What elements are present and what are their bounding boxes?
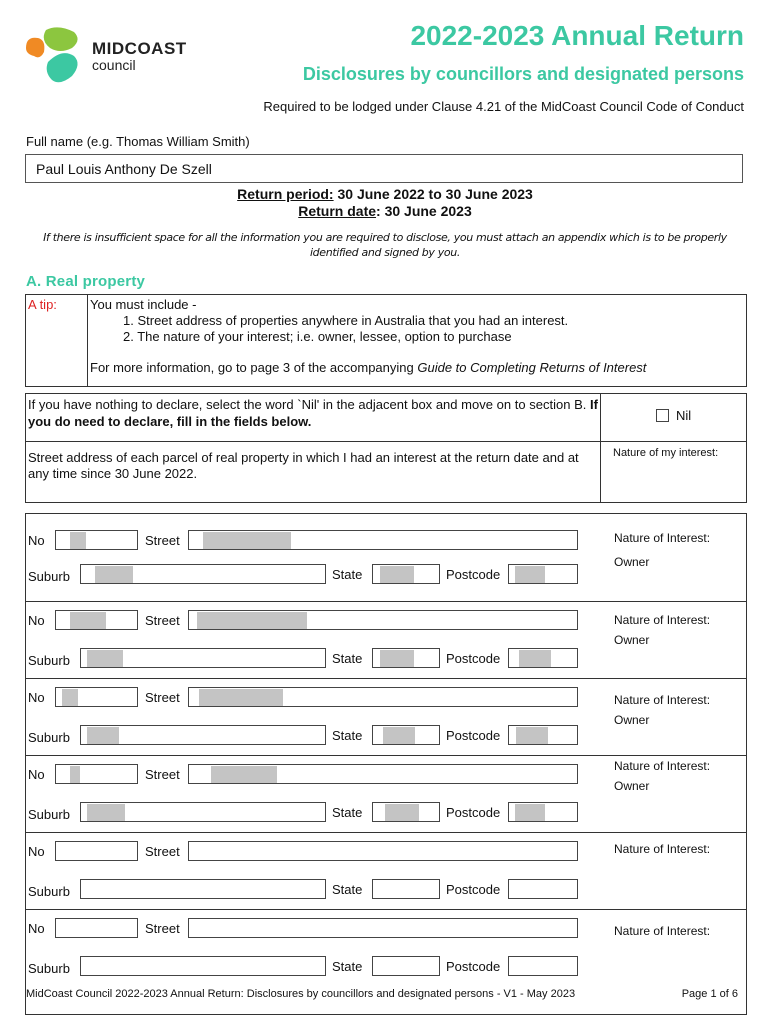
redaction	[380, 566, 414, 583]
state-label: State	[332, 805, 363, 820]
postcode-field[interactable]	[508, 648, 578, 668]
postcode-field[interactable]	[508, 802, 578, 822]
redaction	[515, 804, 545, 821]
redaction	[380, 650, 414, 667]
tip-text	[90, 297, 646, 376]
postcode-label: Postcode	[446, 805, 501, 820]
postcode-label: Postcode	[446, 567, 501, 582]
nature-of-interest	[614, 690, 710, 730]
tip-intro: You must include -	[90, 297, 197, 312]
nature-of-interest-heading: Nature of my interest:	[613, 447, 719, 459]
nature-label: Nature of Interest:	[614, 842, 711, 856]
required-note: Required to be lodged under Clause 4.21 of the MidCoast Council Code of Conduct	[263, 99, 744, 114]
nature-value: Owner	[614, 555, 650, 569]
nature-label: Nature of Interest:	[614, 924, 711, 938]
no-label: No	[28, 767, 45, 782]
state-field[interactable]	[372, 802, 440, 822]
no-field[interactable]	[55, 841, 138, 861]
redaction	[383, 727, 415, 744]
date-label: Return date	[298, 203, 377, 219]
postcode-label: Postcode	[446, 959, 501, 974]
postcode-field[interactable]	[508, 725, 578, 745]
tip-more-prefix: For more information, go to page 3 of the accompanying	[90, 360, 418, 375]
guide-reference: Guide to Completing Returns of Interest	[417, 360, 647, 375]
street-label: Street	[145, 533, 180, 548]
street-field[interactable]	[188, 610, 578, 630]
no-field[interactable]	[55, 530, 138, 550]
nil-text: If you have nothing to declare, select the word `Nil' in the adjacent box and move on to section B.	[28, 397, 591, 412]
suburb-label: Suburb	[28, 730, 70, 745]
nature-of-interest	[614, 921, 710, 941]
property-row	[26, 756, 746, 833]
nature-label: Nature of Interest:	[614, 613, 711, 627]
redaction	[70, 766, 80, 783]
suburb-label: Suburb	[28, 653, 70, 668]
postcode-label: Postcode	[446, 651, 501, 666]
suburb-field[interactable]	[80, 879, 326, 899]
postcode-field[interactable]	[508, 956, 578, 976]
no-label: No	[28, 844, 45, 859]
property-row	[26, 602, 746, 679]
redaction	[519, 650, 551, 667]
property-list	[25, 513, 747, 1015]
redaction	[203, 532, 291, 549]
state-label: State	[332, 567, 363, 582]
street-field[interactable]	[188, 687, 578, 707]
redaction	[199, 689, 283, 706]
tip-more	[90, 360, 646, 376]
logo-subtext: council	[92, 57, 136, 73]
nature-value: Owner	[614, 713, 650, 727]
street-address-heading: Street address of each parcel of real property in which I had an interest at the return date and at any time since 30 June 2022.	[26, 442, 601, 502]
insufficient-space-note: If there is insufficient space for all the information you are required to disclose, you must attach an appendix which is to be properly identified and signed by you.	[43, 231, 727, 259]
no-field[interactable]	[55, 687, 138, 707]
state-field[interactable]	[372, 879, 440, 899]
street-field[interactable]	[188, 530, 578, 550]
redaction	[87, 650, 123, 667]
no-label: No	[28, 921, 45, 936]
postcode-label: Postcode	[446, 882, 501, 897]
postcode-field[interactable]	[508, 564, 578, 584]
redaction	[95, 566, 133, 583]
tip-label: A tip:	[26, 295, 88, 386]
logo-wordmark: MIDCOAST	[92, 39, 187, 58]
street-label: Street	[145, 613, 180, 628]
state-field[interactable]	[372, 725, 440, 745]
no-field[interactable]	[55, 918, 138, 938]
suburb-label: Suburb	[28, 884, 70, 899]
no-label: No	[28, 690, 45, 705]
redaction	[197, 612, 307, 629]
fullname-value: Paul Louis Anthony De Szell	[36, 161, 212, 177]
suburb-field[interactable]	[80, 725, 326, 745]
street-field[interactable]	[188, 764, 578, 784]
redaction	[62, 689, 78, 706]
fullname-field[interactable]	[25, 154, 743, 183]
suburb-field[interactable]	[80, 648, 326, 668]
street-label: Street	[145, 921, 180, 936]
nature-label: Nature of Interest:	[614, 693, 711, 707]
street-label: Street	[145, 844, 180, 859]
street-field[interactable]	[188, 841, 578, 861]
suburb-field[interactable]	[80, 956, 326, 976]
section-a-title: A. Real property	[26, 273, 146, 290]
state-label: State	[332, 959, 363, 974]
tip-item: 1. Street address of properties anywhere in Australia that you had an interest.	[123, 313, 569, 328]
property-row	[26, 514, 746, 602]
nil-option	[601, 394, 746, 442]
fullname-label: Full name (e.g. Thomas William Smith)	[26, 134, 250, 149]
state-label: State	[332, 882, 363, 897]
redaction	[70, 612, 106, 629]
street-field[interactable]	[188, 918, 578, 938]
no-label: No	[28, 533, 45, 548]
nil-instructions	[26, 394, 601, 442]
street-label: Street	[145, 767, 180, 782]
nature-of-interest	[614, 756, 710, 796]
redaction	[87, 804, 125, 821]
date-value: : 30 June 2023	[376, 203, 472, 219]
suburb-field[interactable]	[80, 802, 326, 822]
tip-item: 2. The nature of your interest; i.e. owner, lessee, option to purchase	[123, 329, 512, 344]
page-title: 2022-2023 Annual Return	[410, 20, 744, 51]
nature-of-interest	[614, 839, 710, 859]
nature-label: Nature of Interest:	[614, 531, 711, 545]
redaction	[515, 566, 545, 583]
postcode-field[interactable]	[508, 879, 578, 899]
nil-checkbox[interactable]	[656, 409, 669, 422]
no-field[interactable]	[55, 610, 138, 630]
nature-value: Owner	[614, 779, 650, 793]
redaction	[385, 804, 419, 821]
state-field[interactable]	[372, 956, 440, 976]
nil-label: Nil	[676, 408, 692, 423]
state-label: State	[332, 728, 363, 743]
return-period	[0, 186, 770, 220]
property-row	[26, 679, 746, 756]
redaction	[87, 727, 119, 744]
street-label: Street	[145, 690, 180, 705]
redaction	[211, 766, 277, 783]
nature-of-interest	[614, 610, 710, 650]
period-label: Return period:	[237, 186, 334, 202]
nil-text-bold: If you do need to declare, fill in the fields below.	[28, 397, 598, 429]
state-label: State	[332, 651, 363, 666]
logo-mark-icon	[24, 26, 94, 86]
postcode-label: Postcode	[446, 728, 501, 743]
footer-text: MidCoast Council 2022-2023 Annual Return: Disclosures by councillors and designated persons - V1 - May 2023	[26, 988, 576, 1000]
suburb-label: Suburb	[28, 807, 70, 822]
state-field[interactable]	[372, 648, 440, 668]
suburb-label: Suburb	[28, 569, 70, 584]
nature-label: Nature of Interest:	[614, 759, 711, 773]
property-row	[26, 833, 746, 910]
suburb-label: Suburb	[28, 961, 70, 976]
period-value: 30 June 2022 to 30 June 2023	[333, 186, 533, 202]
tip-box	[25, 294, 747, 387]
no-field[interactable]	[55, 764, 138, 784]
no-label: No	[28, 613, 45, 628]
page-number: Page 1 of 6	[681, 988, 738, 1000]
suburb-field[interactable]	[80, 564, 326, 584]
nil-declaration-box	[25, 393, 747, 503]
redaction	[516, 727, 548, 744]
property-row	[26, 910, 746, 1016]
page-subtitle: Disclosures by councillors and designated persons	[302, 64, 744, 84]
redaction	[70, 532, 86, 549]
nature-value: Owner	[614, 633, 650, 647]
nature-of-interest	[614, 528, 710, 572]
state-field[interactable]	[372, 564, 440, 584]
